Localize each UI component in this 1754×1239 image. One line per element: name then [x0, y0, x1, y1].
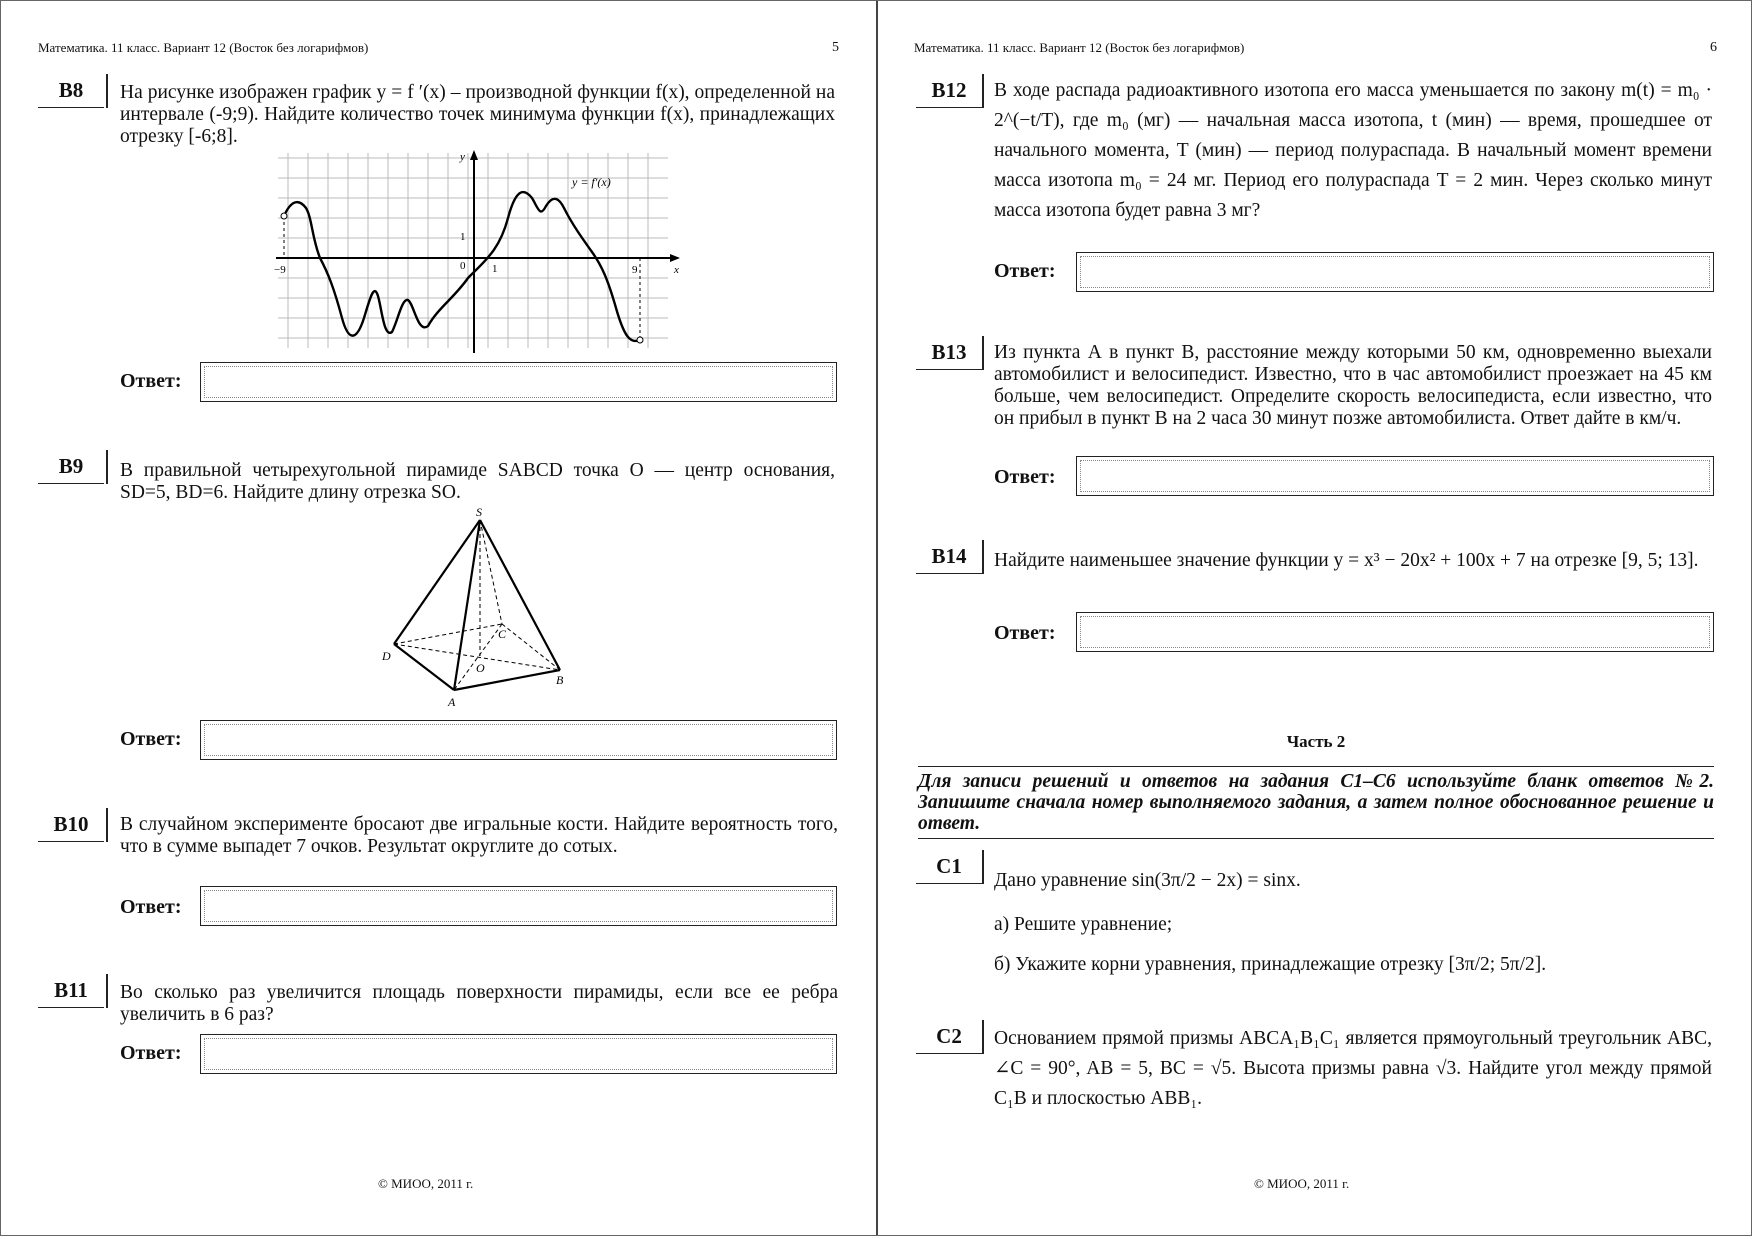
task-label-c1: C1 — [916, 854, 982, 884]
axis-label-x: x — [674, 264, 679, 276]
label-divider — [982, 850, 984, 884]
vertex-label-b: B — [556, 673, 564, 687]
task-text-b12: В ходе распада радиоактивного изотопа его масса уменьшается по закону m(t) = m₀ · 2^(−t/T), где m₀ (мг) — начальная масса изотопа, t (мин) — время, прошедшее от начального момента, T (мин) — период полураспада. В начальный момент времени масса изотопа m₀ = 24 мг. Период его полураспада T = 2 мин. Через сколько минут масса изотопа будет равна 3 мг? — [994, 80, 1712, 221]
label-divider — [982, 74, 984, 108]
task-label-b8: B8 — [38, 78, 104, 108]
c1-line3: б) Укажите корни уравнения, принадлежащие отрезку [3π/2; 5π/2]. — [994, 954, 1547, 975]
page-number: 5 — [832, 40, 839, 55]
answer-box-b8[interactable] — [200, 362, 837, 402]
label-divider — [106, 974, 108, 1008]
part2-title: Часть 2 — [1286, 732, 1346, 751]
open-endpoint-right — [637, 337, 643, 343]
task-text-b10: В случайном эксперименте бросают две игральные кости. Найдите вероятность того, что в сумме выпадет 7 очков. Результат округлите до сотых. — [120, 814, 838, 857]
page-footer: © МИОО, 2011 г. — [1254, 1176, 1350, 1191]
open-endpoint-left — [281, 213, 287, 219]
part2-instruction: Для записи решений и ответов на задания С1–С6 используйте бланк ответов №2. Запишите сначала номер выполняемого задания, а затем полное обоснованное решение и ответ. — [918, 766, 1714, 839]
task-label-b14: B14 — [916, 544, 982, 574]
answer-label: Ответ: — [120, 370, 182, 392]
tick-label-1-y: 1 — [460, 231, 466, 243]
page-number: 6 — [1710, 40, 1717, 55]
label-divider — [106, 808, 108, 842]
right-page — [878, 0, 1754, 1236]
task-label-c2: C2 — [916, 1024, 982, 1054]
task-text-b8: На рисунке изображен график y = f ′(x) – производной функции f(x), определенной на интервале (-9;9). Найдите количество точек минимума функции f(x), принадлежащих отрезку [-6;8]. — [120, 82, 835, 147]
label-divider — [982, 540, 984, 574]
answer-label: Ответ: — [994, 260, 1056, 282]
answer-label: Ответ: — [120, 728, 182, 750]
task-label-b12: B12 — [916, 78, 982, 108]
label-divider — [106, 74, 108, 108]
task-label-b11: B11 — [38, 978, 104, 1008]
answer-label: Ответ: — [120, 896, 182, 918]
y-axis-arrow-icon — [470, 150, 478, 160]
tick-label-neg9: −9 — [274, 264, 286, 276]
answer-label: Ответ: — [994, 466, 1056, 488]
vertex-label-a: A — [448, 695, 456, 709]
c1-line2: а) Решите уравнение; — [994, 914, 1173, 935]
derivative-graph — [268, 148, 688, 358]
graph-label: y = f′(x) — [572, 175, 611, 189]
tick-label-origin: 0 — [460, 260, 466, 272]
page-header: Математика. 11 класс. Вариант 12 (Восток без логарифмов) — [914, 40, 1245, 55]
page-header: Математика. 11 класс. Вариант 12 (Восток без логарифмов) — [38, 40, 369, 55]
vertex-label-o: O — [476, 661, 485, 675]
page-footer: © МИОО, 2011 г. — [378, 1176, 474, 1191]
answer-box-b11[interactable] — [200, 1034, 837, 1074]
left-page — [0, 0, 878, 1236]
answer-box-b14[interactable] — [1076, 612, 1714, 652]
task-text-c2: Основанием прямой призмы ABCA₁B₁C₁ является прямоугольный треугольник ABC, ∠C = 90°, AB = 5, BC = √5. Высота призмы равна √3. Найдите угол между прямой C₁B и плоскостью ABB₁. — [994, 1028, 1712, 1109]
vertex-label-d: D — [382, 649, 391, 663]
task-label-b10: B10 — [38, 812, 104, 842]
axis-label-y: y — [460, 151, 465, 163]
answer-label: Ответ: — [994, 622, 1056, 644]
task-text-b13: Из пункта А в пункт В, расстояние между которыми 50 км, одновременно выехали автомобилист и велосипедист. Известно, что в час автомобилист проезжает на 45 км больше, чем велосипедист. Определите скорость велосипедиста, если известно, что он прибыл в пункт В на 2 часа 30 минут позже автомобилиста. Ответ дайте в км/ч. — [994, 342, 1712, 429]
label-divider — [106, 450, 108, 484]
answer-label: Ответ: — [120, 1042, 182, 1064]
task-label-b9: B9 — [38, 454, 104, 484]
task-text-b14: Найдите наименьшее значение функции y = x³ − 20x² + 100x + 7 на отрезке [9, 5; 13]. — [994, 550, 1699, 571]
label-divider — [982, 336, 984, 370]
tick-label-9: 9 — [632, 264, 638, 276]
tick-label-1-x: 1 — [492, 263, 498, 275]
c1-line1: Дано уравнение sin(3π/2 − 2x) = sinx. — [994, 870, 1301, 891]
answer-box-b9[interactable] — [200, 720, 837, 760]
answer-box-b13[interactable] — [1076, 456, 1714, 496]
vertex-label-c: C — [498, 627, 507, 641]
x-axis-arrow-icon — [670, 254, 680, 262]
pyramid-figure — [380, 502, 580, 712]
task-text-b11: Во сколько раз увеличится площадь поверхности пирамиды, если все ее ребра увеличить в 6 раз? — [120, 982, 838, 1025]
task-text-b9: В правильной четырехугольной пирамиде SABCD точка O — центр основания, SD=5, BD=6. Найдите длину отрезка SO. — [120, 460, 835, 503]
label-divider — [982, 1020, 984, 1054]
task-label-b13: B13 — [916, 340, 982, 370]
answer-box-b12[interactable] — [1076, 252, 1714, 292]
vertex-label-s: S — [476, 505, 482, 519]
answer-box-b10[interactable] — [200, 886, 837, 926]
